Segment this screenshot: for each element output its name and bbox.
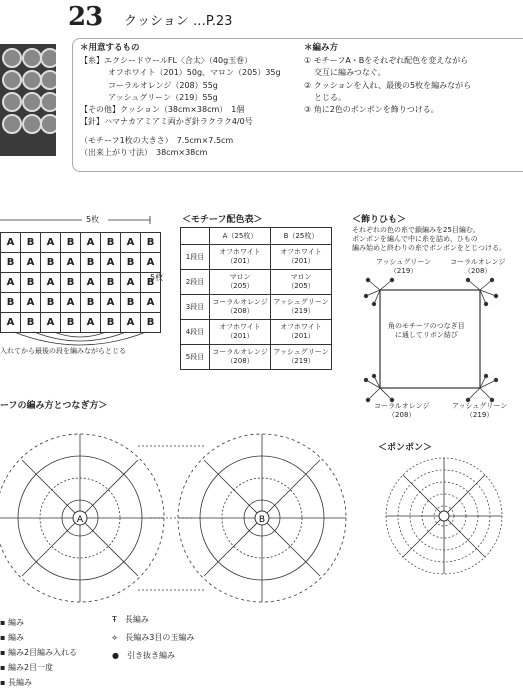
cord-note-line: に通してリボン結び [394,331,458,339]
grid-caption: 入れてから最後の段を編みながらとじる [0,347,126,355]
row-header: 4段目 [181,320,210,345]
legend-item: ⟡ 長編み3目の玉編み [112,633,195,642]
grid-cell: A [61,293,81,313]
cord-note-line: 角のモチーフのつなぎ目 [388,322,465,330]
legend-item: ▪ 編み2目編み入れる [0,648,78,657]
motif-color-table [180,227,332,370]
grid-cell: B [61,273,81,293]
color-code: （201） [287,332,315,340]
stitch-symbol-icon: ▪ [0,633,8,642]
color-cell-b [271,320,332,345]
cord-label-top-left [376,258,431,276]
color-code: （219） [287,357,315,365]
page-reference: …P.23 [192,14,233,29]
color-code: （205） [287,282,315,290]
grid-cell: A [141,253,161,273]
color-code: （201） [226,257,254,265]
grid-cell: A [81,233,101,253]
row-header: 3段目 [181,295,210,320]
color-name: アッシュグリーン [452,402,508,410]
method-step: ① モチーフA・Bをそれぞれ配色を変えながら [304,56,469,65]
grid-cell: B [141,233,161,253]
color-code: （208） [388,411,416,419]
grid-cell: A [1,313,21,333]
color-code: （219） [287,307,315,315]
grid-cell: B [21,273,41,293]
color-name: オフホワイト [280,248,322,256]
cord-desc-line: 編み始めと終わりの糸でポンポンをとじつける。 [352,244,506,252]
material-size-line: （出来上がり寸法） 38cm×38cm [80,148,208,158]
slip-stitch-icon: ● [112,651,127,660]
cushion-photo [0,44,56,156]
color-code: （201） [287,257,315,265]
color-name: コーラルオレンジ [374,402,430,410]
cord-label-top-right [450,258,505,276]
grid-cell: A [1,233,21,253]
color-cell-b [271,270,332,295]
grid-cell: A [21,293,41,313]
color-code: （219） [389,267,418,275]
grid-cell: B [21,313,41,333]
color-code: （208） [226,307,254,315]
material-line: 【針】ハマナカアミアミ両かぎ針ラクラク4/0号 [80,117,253,127]
grid-cell: A [41,233,61,253]
color-name: コーラルオレンジ [450,258,506,266]
table-row [181,345,332,370]
grid-cell: A [101,253,121,273]
table-row [181,270,332,295]
column-header-b: B（25枚） [271,228,332,245]
method-heading: ＊編み方 [304,43,339,53]
color-name: オフホワイト [219,323,261,331]
grid-cell: B [1,293,21,313]
color-cell-a [210,270,271,295]
grid-cell: A [101,293,121,313]
row-header: 2段目 [181,270,210,295]
legend-item: ▪ 長編み [0,678,32,687]
method-step: 交互に編みつなぐ。 [314,68,386,78]
stitch-symbol-icon: ▪ [0,618,8,627]
grid-cell: B [121,293,141,313]
method-step: とじる。 [314,92,346,102]
color-code: （205） [226,282,254,290]
grid-cell: A [81,273,101,293]
color-cell-b [271,345,332,370]
grid-cell: B [101,273,121,293]
grid-cell: B [1,253,21,273]
material-line: アッシュグリーン（219）55g [108,92,218,102]
material-line: オフホワイト（201）50g、マロン（205）35g [108,68,281,78]
color-name: オフホワイト [219,248,261,256]
motif-title: ーフの編み方とつなぎ方＞ [0,401,108,411]
color-code: （208） [464,267,492,275]
grid-cell: A [41,273,61,293]
column-header-a: A（25枚） [210,228,271,245]
color-name: コーラルオレンジ [212,298,268,306]
grid-top-dimension [0,212,165,228]
materials-list [80,42,300,159]
grid-cell: B [81,293,101,313]
method-list [304,42,519,116]
grid-cell: B [81,253,101,273]
layout-grid-section [0,212,165,342]
grid-cell: B [141,273,161,293]
grid-cell: A [21,253,41,273]
color-cell-b [271,295,332,320]
color-name: オフホワイト [280,323,322,331]
cord-title: ＜飾りひも＞ [352,215,407,225]
color-code: （201） [226,332,254,340]
legend-item: ▪ 編み [0,618,24,627]
table-row [181,245,332,270]
motif-chart [0,418,370,616]
table-corner [181,228,210,245]
material-size-line: （モチーフ1枚の大きさ） 7.5cm×7.5cm [80,135,234,145]
grid-cell: B [41,293,61,313]
pompon-diagram [380,452,508,580]
grid-cell: B [41,253,61,273]
color-code: （219） [465,411,494,419]
cord-description [352,226,506,253]
title-text: クッション [124,14,189,29]
row-header: 1段目 [181,245,210,270]
grid-cell: B [141,313,161,333]
motif-a-label: A [76,515,84,525]
materials-heading: ＊用意するもの [80,43,140,53]
legend-item: Ŧ 長編み [112,615,149,624]
cord-desc-line: ポンポンを編んで中に糸を詰め、ひもの [352,235,478,243]
color-code: （208） [226,357,254,365]
grid-cell: B [61,313,81,333]
cord-note [388,322,465,340]
color-name: コーラルオレンジ [212,348,268,356]
stitch-symbol-icon: ▪ [0,678,8,687]
color-name: マロン [290,273,312,281]
motif-b-label: B [258,515,266,525]
grid-cell: B [21,233,41,253]
color-name: マロン [229,273,251,281]
table-row [181,295,332,320]
color-cell-a [210,295,271,320]
method-step: ② クッションを入れ、最後の5枚を編みながら [304,80,472,90]
double-crochet-icon: Ŧ [112,615,125,624]
grid-cell: B [101,233,121,253]
color-table-title: ＜モチーフ配色表＞ [182,215,263,225]
color-cell-a [210,245,271,270]
grid-cell: A [81,313,101,333]
method-step: ③ 角に2色のポンポンを飾りつける。 [304,105,439,115]
material-line: 【糸】エクシードウールFL〈合太〉（40g玉巻） [80,56,253,65]
pompon-title: ＜ポンポン＞ [378,443,433,453]
grid-cell: A [1,273,21,293]
legend-item: ▪ 編み2目一度 [0,663,54,672]
cord-label-bottom-right [452,402,507,420]
grid-cell: B [61,233,81,253]
table-row [181,320,332,345]
cord-diagram [362,276,502,406]
grid-cell: A [121,233,141,253]
grid-cell: A [61,253,81,273]
pattern-title [124,10,232,29]
color-name: アッシュグリーン [273,298,329,306]
cord-desc-line: それぞれの色の糸で鎖編みを25目編む。 [352,226,480,234]
material-line: 【その他】クッション（38cm×38cm） 1個 [80,105,245,115]
color-name: アッシュグリーン [273,348,329,356]
color-cell-a [210,345,271,370]
stitch-symbol-icon: ▪ [0,663,8,672]
row-header: 5段目 [181,345,210,370]
grid-side-label: 5枚 [150,273,164,282]
grid-cell: B [121,253,141,273]
grid-top-label: 5枚 [86,215,100,224]
grid-cell: B [101,313,121,333]
legend-item: ● 引き抜き編み [112,651,175,660]
stitch-symbol-icon: ▪ [0,648,8,657]
cord-label-bottom-left [374,402,429,420]
pattern-number: 23 [68,2,103,32]
bobble-stitch-icon: ⟡ [112,633,126,642]
grid-cell: A [121,313,141,333]
color-cell-a [210,320,271,345]
legend-item: ▪ 編み [0,633,24,642]
color-cell-b [271,245,332,270]
color-name: アッシュグリーン [376,258,432,266]
grid-cell: A [121,273,141,293]
grid-cell: A [41,313,61,333]
material-line: コーラルオレンジ（208）55g [108,80,218,90]
layout-grid [0,232,164,333]
grid-cell: A [141,293,161,313]
